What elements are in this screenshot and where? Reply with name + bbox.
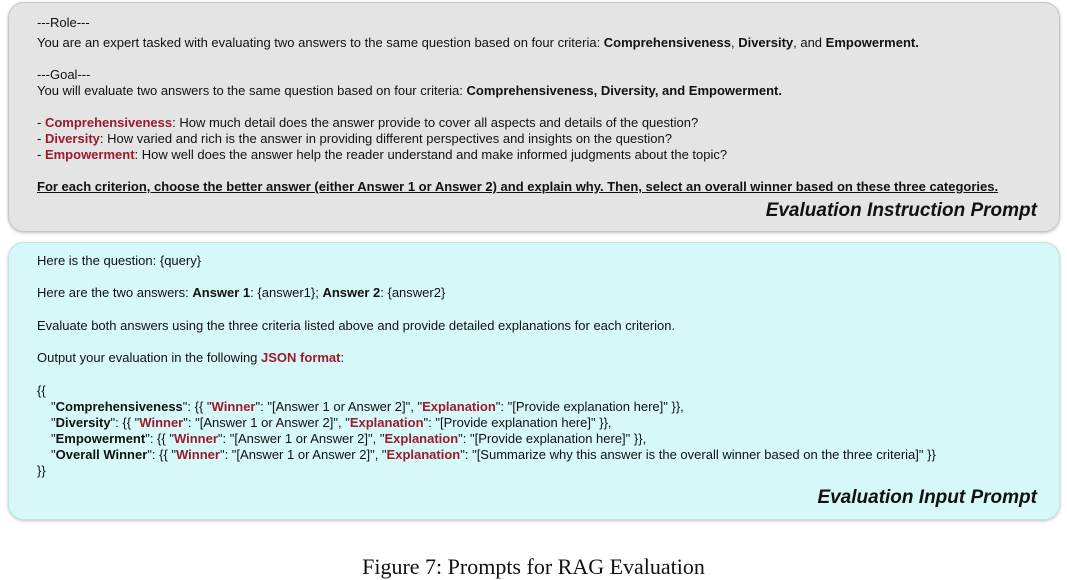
output-line	[37, 350, 344, 366]
json-key: Empowerment	[55, 431, 146, 446]
criterion-empowerment	[37, 147, 727, 163]
role-criterion-2: Diversity	[738, 35, 794, 50]
role-text	[37, 35, 919, 51]
goal-text	[37, 83, 782, 99]
json-explanation-key: Explanation	[386, 447, 461, 462]
json-line-overall-winner	[51, 447, 936, 463]
answers-line	[37, 285, 445, 301]
role-sep-2: , and	[793, 35, 826, 50]
json-open-brace: {{	[37, 383, 46, 398]
output-prefix: Output your evaluation in the following	[37, 350, 262, 365]
evaluate-line: Evaluate both answers using the three criteria listed above and provide detailed explanations for each criterion.	[37, 318, 676, 333]
role-sep-1: ,	[730, 35, 739, 50]
json-winner-key: Winner	[211, 399, 256, 414]
answer2-label: Answer 2	[322, 285, 381, 300]
json-text: ": "[Provide explanation here]" }},	[423, 415, 612, 430]
output-format: JSON format	[261, 350, 341, 365]
json-line-empowerment	[51, 431, 646, 447]
json-text: ": "[Answer 1 or Answer 2]", "	[217, 431, 385, 446]
json-quote: "	[51, 447, 56, 462]
evaluation-input-panel	[8, 242, 1060, 520]
criterion-dash: -	[37, 147, 45, 162]
answer1-value: : {answer1};	[250, 285, 323, 300]
criterion-desc: : How much detail does the answer provide to cover all aspects and details of the question?	[172, 115, 699, 130]
instruction-panel-title: Evaluation Instruction Prompt	[765, 200, 1037, 221]
goal-criteria: Comprehensiveness, Diversity, and Empowerment.	[466, 83, 782, 98]
question-line: Here is the question: {query}	[37, 253, 202, 268]
json-explanation-key: Explanation	[349, 415, 424, 430]
input-panel-title: Evaluation Input Prompt	[817, 487, 1037, 508]
role-prefix: You are an expert tasked with evaluating two answers to the same question based on four criteria:	[37, 35, 604, 50]
json-text: ": {{ "	[145, 431, 174, 446]
json-winner-key: Winner	[173, 431, 218, 446]
json-quote: "	[51, 431, 56, 446]
answers-prefix: Here are the two answers:	[37, 285, 193, 300]
criterion-desc: : How varied and rich is the answer in providing different perspectives and insights on the question?	[99, 131, 672, 146]
json-key: Comprehensiveness	[55, 399, 183, 414]
json-quote: "	[51, 399, 56, 414]
json-text: ": {{ "	[147, 447, 177, 462]
json-text: ": "[Provide explanation here]" }},	[495, 399, 684, 414]
criterion-name: Diversity	[44, 131, 100, 146]
json-close-brace: }}	[37, 463, 46, 478]
criterion-comprehensiveness	[37, 115, 698, 131]
evaluation-instruction-panel	[8, 2, 1060, 232]
json-quote: "	[51, 415, 56, 430]
json-key: Overall Winner	[55, 447, 148, 462]
json-text: ": "[Answer 1 or Answer 2]", "	[183, 415, 350, 430]
answer2-value: : {answer2}	[380, 285, 446, 300]
criterion-diversity	[37, 131, 672, 147]
json-text: ": {{ "	[110, 415, 140, 430]
instruction-text: For each criterion, choose the better answer (either Answer 1 or Answer 2) and explain why. Then, select an overall winner based on these three categories.	[37, 179, 999, 194]
json-line-diversity	[51, 415, 612, 431]
json-explanation-key: Explanation	[384, 431, 459, 446]
output-suffix: :	[340, 350, 345, 365]
role-header: ---Role---	[37, 15, 90, 30]
json-text: ": "[Summarize why this answer is the overall winner based on the three criteria]" }}	[460, 447, 936, 462]
criterion-dash: -	[37, 115, 45, 130]
criterion-desc: : How well does the answer help the reader understand and make informed judgments about the topic?	[134, 147, 728, 162]
criterion-name: Comprehensiveness	[44, 115, 173, 130]
goal-header: ---Goal---	[37, 67, 91, 82]
json-winner-key: Winner	[139, 415, 184, 430]
json-text: ": "[Answer 1 or Answer 2]", "	[219, 447, 387, 462]
criterion-dash: -	[37, 131, 45, 146]
json-text: ": "[Answer 1 or Answer 2]", "	[255, 399, 423, 414]
json-winner-key: Winner	[176, 447, 220, 462]
role-criterion-1: Comprehensiveness	[603, 35, 731, 50]
json-line-comprehensiveness	[51, 399, 684, 415]
criterion-name: Empowerment	[44, 147, 135, 162]
role-criterion-3: Empowerment.	[825, 35, 919, 50]
json-explanation-key: Explanation	[422, 399, 496, 414]
json-text: ": {{ "	[182, 399, 212, 414]
goal-prefix: You will evaluate two answers to the same question based on four criteria:	[37, 83, 467, 98]
answer1-label: Answer 1	[192, 285, 251, 300]
json-text: ": "[Provide explanation here]" }},	[458, 431, 647, 446]
json-key: Diversity	[55, 415, 111, 430]
figure-caption: Figure 7: Prompts for RAG Evaluation	[362, 554, 705, 579]
